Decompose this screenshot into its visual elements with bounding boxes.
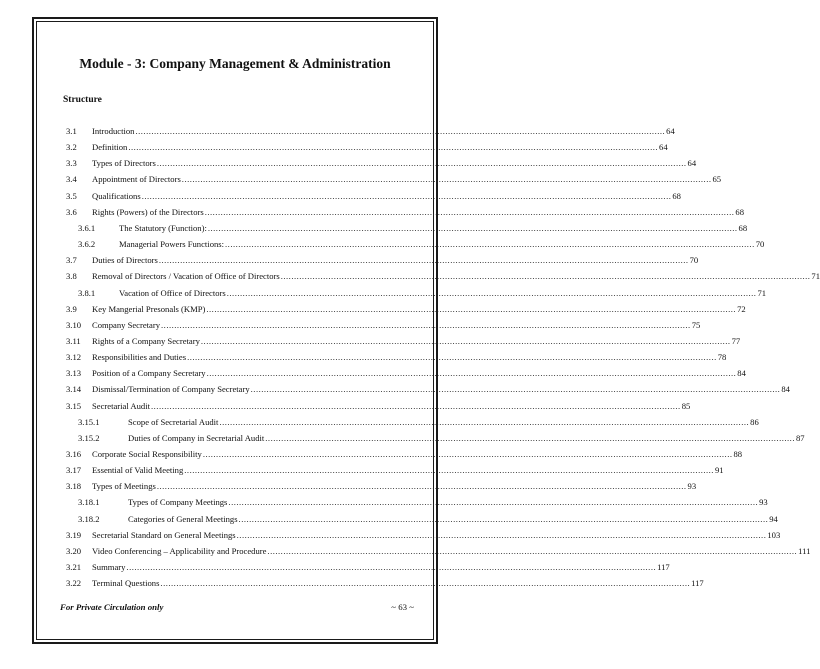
- toc-row: [0, 125, 675, 137]
- toc-page-number: 117: [657, 562, 670, 573]
- toc-leader-dots: ........................................................................................................................................................................................................: [184, 465, 714, 476]
- toc-leader-dots: ........................................................................................................................................................................................................: [228, 497, 759, 508]
- toc-page-number: 75: [691, 319, 701, 330]
- toc-page-number: 70: [689, 255, 699, 266]
- toc-entry: [92, 254, 699, 266]
- toc-page-number: 77: [731, 335, 741, 346]
- toc-entry-title: Types of Meetings: [92, 481, 156, 492]
- toc-entry-title: Introduction: [92, 126, 135, 136]
- toc-entry-title: Definition: [92, 142, 128, 153]
- toc-section-number: 3.7: [66, 255, 77, 266]
- toc-row: [0, 254, 699, 266]
- toc-page-number: 70: [755, 239, 765, 250]
- toc-row: [0, 141, 668, 153]
- toc-section-number: 3.5: [66, 190, 77, 201]
- toc-leader-dots: ........................................................................................................................................................................................................: [158, 255, 689, 266]
- toc-entry-title: Secretarial Audit: [92, 400, 150, 411]
- toc-entry: [92, 190, 681, 202]
- toc-row: [0, 432, 805, 444]
- toc-section-number: 3.17: [66, 465, 82, 476]
- toc-section-number: 3.18: [66, 481, 82, 492]
- toc-page-number: 78: [717, 352, 727, 363]
- toc-entry-title: Company Secretary: [92, 319, 161, 330]
- toc-page-number: 91: [714, 465, 724, 476]
- toc-row: [0, 383, 790, 395]
- toc-entry: [119, 222, 748, 234]
- toc-leader-dots: ........................................................................................................................................................................................................: [200, 335, 731, 346]
- toc-leader-dots: ........................................................................................................................................................................................................: [156, 158, 687, 169]
- toc-entry-title: Appointment of Directors: [92, 174, 181, 185]
- toc-entry: [128, 496, 768, 508]
- toc-section-number: 3.3: [66, 158, 77, 169]
- toc-page-number: 64: [666, 126, 675, 136]
- toc-leader-dots: ........................................................................................................................................................................................................: [161, 319, 691, 330]
- toc-entry-title: The Statutory (Function):: [119, 222, 207, 233]
- toc-entry-title: Key Mangerial Presonals (KMP): [92, 303, 206, 314]
- toc-row: [0, 206, 744, 218]
- toc-leader-dots: ........................................................................................................................................................................................................: [202, 449, 733, 459]
- toc-leader-dots: ........................................................................................................................................................................................................: [135, 126, 666, 136]
- toc-leader-dots: ........................................................................................................................................................................................................: [280, 271, 811, 282]
- toc-row: [0, 173, 722, 185]
- toc-entry: [92, 464, 724, 476]
- toc-entry: [92, 383, 790, 395]
- toc-leader-dots: ........................................................................................................................................................................................................: [207, 222, 738, 233]
- toc-entry-title: Types of Company Meetings: [128, 497, 228, 508]
- toc-page-number: 111: [798, 545, 811, 556]
- toc-row: [0, 303, 746, 315]
- toc-section-number: 3.2: [66, 142, 77, 153]
- toc-entry-title: Secretarial Standard on General Meetings: [92, 529, 236, 540]
- toc-row: [0, 448, 743, 460]
- toc-entry: [92, 561, 670, 573]
- toc-section-number: 3.14: [66, 384, 82, 395]
- toc-row: [0, 464, 724, 476]
- toc-entry: [119, 287, 767, 299]
- toc-section-number: 3.15.2: [78, 432, 100, 443]
- toc-entry-title: Managerial Powers Functions:: [119, 239, 225, 250]
- toc-entry: [92, 303, 746, 315]
- toc-leader-dots: ........................................................................................................................................................................................................: [187, 352, 717, 363]
- toc-leader-dots: ........................................................................................................................................................................................................: [267, 545, 798, 556]
- toc-entry-title: Removal of Directors / Vacation of Office of Directors: [92, 271, 280, 282]
- toc-row: [0, 351, 727, 363]
- toc-section-number: 3.22: [66, 578, 82, 589]
- toc-entry: [92, 367, 746, 379]
- toc-leader-dots: ........................................................................................................................................................................................................: [160, 578, 691, 589]
- toc-entry-title: Rights of a Company Secretary: [92, 335, 200, 346]
- toc-page-number: 87: [795, 432, 805, 443]
- toc-entry: [92, 335, 741, 347]
- toc-leader-dots: ........................................................................................................................................................................................................: [238, 513, 769, 524]
- toc-entry-title: Duties of Company in Secretarial Audit: [128, 432, 265, 443]
- toc-entry: [92, 206, 744, 218]
- toc-page-number: 86: [750, 416, 759, 427]
- toc-row: [0, 545, 811, 557]
- toc-entry-title: Rights (Powers) of the Directors: [92, 206, 204, 217]
- toc-leader-dots: ........................................................................................................................................................................................................: [265, 432, 795, 443]
- toc-entry: [92, 545, 811, 557]
- toc-section-number: 3.9: [66, 303, 77, 314]
- toc-section-number: 3.6.2: [78, 239, 96, 250]
- toc-section-number: 3.11: [66, 335, 81, 346]
- toc-entry: [92, 157, 697, 169]
- toc-entry: [92, 270, 820, 282]
- toc-entry: [92, 529, 781, 541]
- toc-leader-dots: ........................................................................................................................................................................................................: [141, 190, 672, 201]
- toc-row: [0, 416, 759, 428]
- toc-row: [0, 190, 681, 202]
- toc-page-number: 64: [659, 142, 668, 153]
- toc-leader-dots: ........................................................................................................................................................................................................: [151, 400, 681, 411]
- toc-page-number: 93: [687, 481, 697, 492]
- toc-entry: [92, 480, 697, 492]
- toc-entry: [128, 432, 805, 444]
- toc-page-number: 71: [757, 287, 767, 298]
- toc-entry-title: Scope of Secretarial Audit: [128, 416, 219, 427]
- toc-section-number: 3.6: [66, 206, 77, 217]
- toc-page-number: 85: [681, 400, 691, 411]
- toc-page-number: 68: [672, 190, 681, 201]
- toc-row: [0, 367, 746, 379]
- toc-page-number: 71: [811, 271, 820, 282]
- toc-row: [0, 400, 691, 412]
- toc-section-number: 3.4: [66, 174, 77, 185]
- toc-page-number: 84: [781, 384, 790, 395]
- toc-entry: [119, 238, 765, 250]
- structure-heading: Structure: [63, 95, 102, 105]
- toc-row: [0, 238, 765, 250]
- toc-entry-title: Position of a Company Secretary: [92, 368, 206, 379]
- toc-section-number: 3.15: [66, 400, 82, 411]
- toc-leader-dots: ........................................................................................................................................................................................................: [128, 142, 659, 153]
- toc-leader-dots: ........................................................................................................................................................................................................: [126, 562, 657, 573]
- toc-entry-title: Responsibilities and Duties: [92, 352, 187, 363]
- toc-entry: [92, 448, 743, 460]
- toc-section-number: 3.1: [66, 126, 77, 136]
- toc-leader-dots: ........................................................................................................................................................................................................: [204, 206, 735, 217]
- toc-section-number: 3.16: [66, 449, 82, 459]
- toc-section-number: 3.6.1: [78, 222, 96, 233]
- toc-leader-dots: ........................................................................................................................................................................................................: [236, 529, 767, 540]
- toc-leader-dots: ........................................................................................................................................................................................................: [250, 384, 781, 395]
- toc-page-number: 88: [733, 449, 743, 459]
- toc-entry: [92, 173, 722, 185]
- toc-entry: [92, 319, 701, 331]
- toc-page-number: 93: [759, 497, 768, 508]
- toc-page-number: 103: [767, 529, 781, 540]
- toc-entry-title: Duties of Directors: [92, 255, 158, 266]
- toc-entry-title: Corporate Social Responsibility: [92, 449, 202, 459]
- toc-leader-dots: ........................................................................................................................................................................................................: [219, 416, 750, 427]
- toc-page-number: 68: [738, 222, 748, 233]
- toc-entry: [92, 400, 691, 412]
- footer-circulation-note: For Private Circulation only: [60, 602, 164, 612]
- toc-entry: [92, 125, 675, 137]
- toc-row: [0, 577, 704, 589]
- toc-entry-title: Terminal Questions: [92, 578, 160, 589]
- toc-page-number: 94: [769, 513, 778, 524]
- toc-section-number: 3.13: [66, 368, 82, 379]
- toc-entry-title: Summary: [92, 562, 126, 573]
- toc-page-number: 72: [737, 303, 746, 314]
- toc-entry: [128, 513, 778, 525]
- toc-row: [0, 513, 778, 525]
- toc-leader-dots: ........................................................................................................................................................................................................: [181, 174, 712, 185]
- toc-row: [0, 319, 701, 331]
- toc-page-number: 65: [712, 174, 722, 185]
- toc-leader-dots: ........................................................................................................................................................................................................: [206, 303, 737, 314]
- toc-leader-dots: ........................................................................................................................................................................................................: [156, 481, 687, 492]
- toc-row: [0, 529, 781, 541]
- toc-entry: [92, 577, 704, 589]
- toc-section-number: 3.8: [66, 271, 77, 282]
- toc-entry-title: Essential of Valid Meeting: [92, 465, 184, 476]
- toc-row: [0, 222, 748, 234]
- toc-entry-title: Categories of General Meetings: [128, 513, 238, 524]
- toc-entry: [128, 416, 759, 428]
- toc-section-number: 3.10: [66, 319, 82, 330]
- toc-row: [0, 480, 697, 492]
- toc-row: [0, 157, 697, 169]
- toc-leader-dots: ........................................................................................................................................................................................................: [225, 239, 755, 250]
- toc-row: [0, 287, 767, 299]
- toc-section-number: 3.12: [66, 352, 82, 363]
- toc-section-number: 3.18.2: [78, 513, 100, 524]
- toc-entry-title: Video Conferencing – Applicability and Procedure: [92, 545, 267, 556]
- toc-entry-title: Qualifications: [92, 190, 141, 201]
- toc-section-number: 3.20: [66, 545, 82, 556]
- toc-row: [0, 561, 670, 573]
- toc-row: [0, 496, 768, 508]
- toc-entry: [92, 351, 727, 363]
- footer-page-number: ~ 63 ~: [391, 602, 414, 612]
- toc-section-number: 3.18.1: [78, 497, 100, 508]
- toc-page-number: 84: [737, 368, 746, 379]
- toc-entry: [92, 141, 668, 153]
- toc-leader-dots: ........................................................................................................................................................................................................: [206, 368, 737, 379]
- toc-section-number: 3.21: [66, 562, 82, 573]
- toc-page-number: 64: [687, 158, 697, 169]
- toc-row: [0, 335, 741, 347]
- module-title: Module - 3: Company Management & Administration: [79, 56, 391, 71]
- toc-page-number: 117: [691, 578, 704, 589]
- toc-entry-title: Types of Directors: [92, 158, 156, 169]
- toc-section-number: 3.15.1: [78, 416, 100, 427]
- toc-entry-title: Dismissal/Termination of Company Secretary: [92, 384, 250, 395]
- toc-section-number: 3.19: [66, 529, 82, 540]
- toc-section-number: 3.8.1: [78, 287, 96, 298]
- toc-row: [0, 270, 820, 282]
- toc-page-number: 68: [735, 206, 744, 217]
- toc-entry-title: Vacation of Office of Directors: [119, 287, 226, 298]
- toc-leader-dots: ........................................................................................................................................................................................................: [226, 287, 757, 298]
